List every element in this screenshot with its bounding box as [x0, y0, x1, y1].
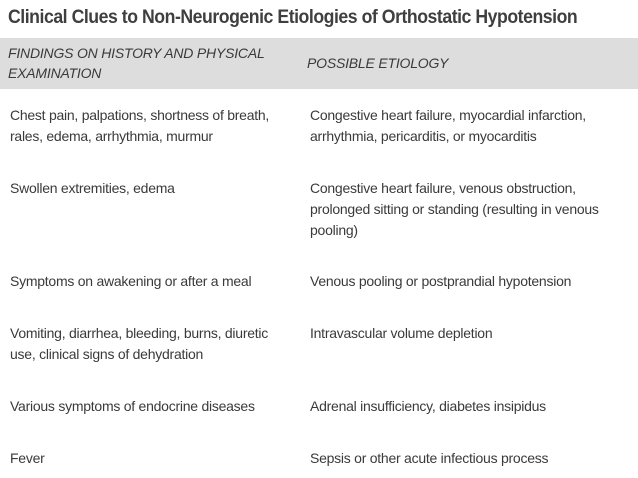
finding-cell: Chest pain, palpations, shortness of breath, rales, edema, arrhythmia, murmur [10, 107, 270, 144]
finding-cell: Symptoms on awakening or after a meal [10, 273, 252, 289]
etiology-cell: Adrenal insufficiency, diabetes insipidus [310, 398, 546, 414]
table-title: Clinical Clues to Non-Neurogenic Etiologies of Orthostatic Hypotension [8, 7, 578, 28]
finding-cell: Vomiting, diarrhea, bleeding, burns, diuretic use, clinical signs of dehydration [10, 325, 269, 362]
header-findings: FINDINGS ON HISTORY AND PHYSICAL EXAMINATION [8, 45, 265, 81]
etiology-cell: Sepsis or other acute infectious process [310, 450, 549, 466]
finding-cell: Swollen extremities, edema [10, 180, 175, 196]
etiology-cell: Congestive heart failure, venous obstruction, prolonged sitting or standing (resulting in venous pooling) [310, 180, 599, 238]
finding-cell: Fever [10, 450, 45, 466]
header-etiology: POSSIBLE ETIOLOGY [307, 55, 449, 71]
finding-cell: Various symptoms of endocrine diseases [10, 398, 255, 414]
etiology-cell: Congestive heart failure, myocardial infarction, arrhythmia, pericarditis, or myocarditis [310, 107, 586, 144]
etiology-cell: Venous pooling or postprandial hypotension [310, 273, 572, 289]
etiology-cell: Intravascular volume depletion [310, 325, 493, 341]
table-header [0, 38, 638, 89]
